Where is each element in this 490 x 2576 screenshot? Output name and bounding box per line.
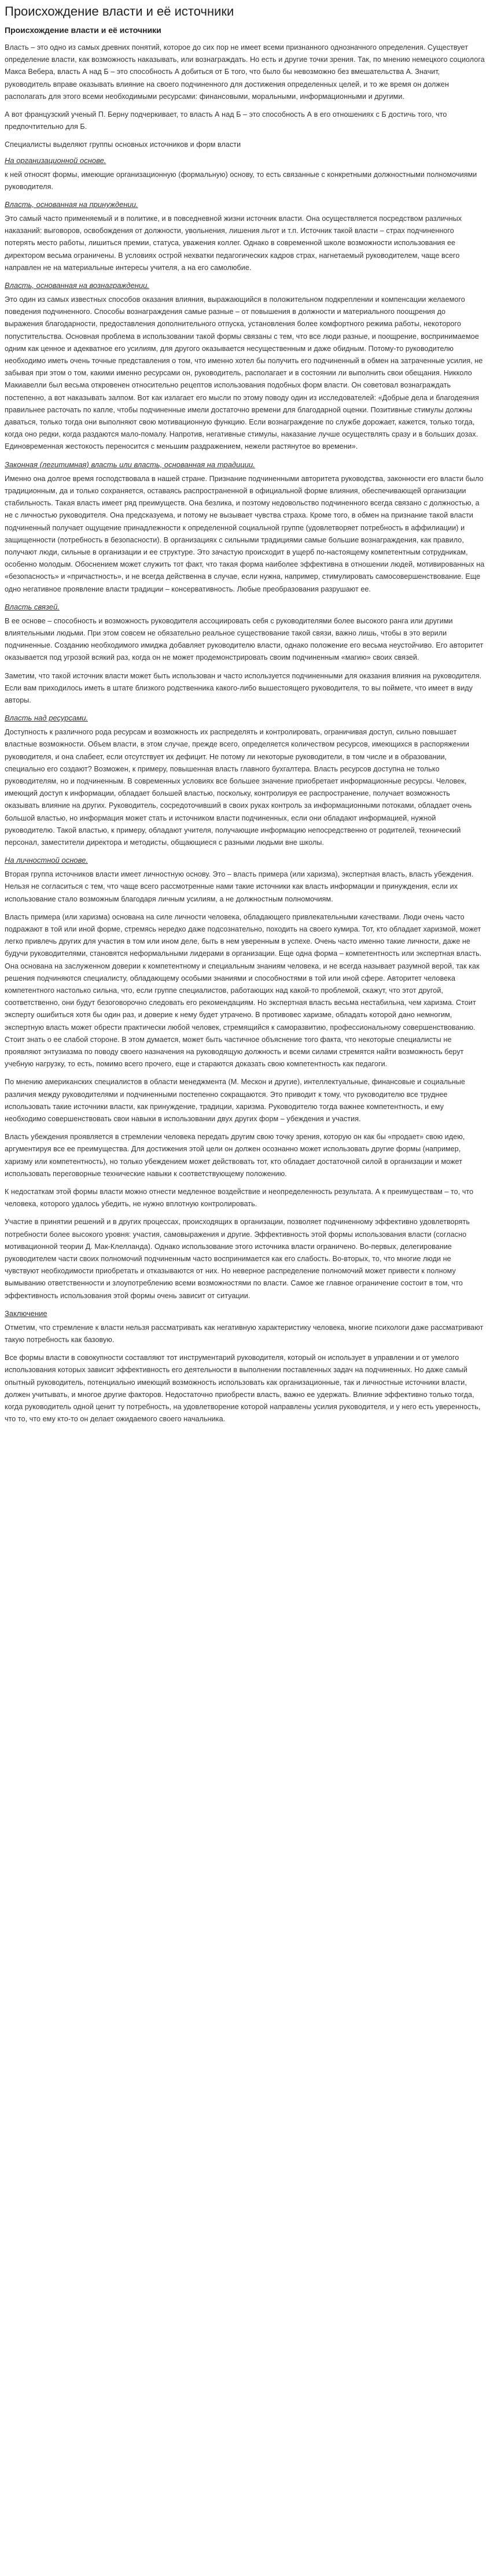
section-paragraph: Доступность к различного рода ресурсам и возможность их распределять и контролировать, ограничивая доступ, сильно повышает властные возможности. Объем власти, в этом случае, прежде всего, определяется количеством ресурсов, имеющихся в распоряжении руководителя, и она слабеет, если отсутствует их дефицит. Не потому ли некоторые руководители, в том числе и в образовании, специально его создают? Возможен, к примеру, повышенная власть главного бухгалтера. Власть ресурсов доступна не только руководителям, но и подчиненным. В современных условиях все большее значение приобретает информационные ресурсы. Человек, имеющий доступ к информации, обладает большей властью, поскольку, контролируя ее распространение, получает возможность оказывать влияние на других. Руководитель, сосредоточивший в своих руках контроль за информационными потоками, обладает очень большой властью, но информация может стать и источником власти подчиненных, если они обладают информацией, нужной руководителю. Такой властью, к примеру, обладают учителя, получающие информацию непосредственно от родителей, технический персонал, заместители директора и методисты, общающиеся с разными людьми вне школы.: [5, 728, 472, 847]
section-heading: Власть, основанная на принуждении.: [5, 200, 138, 209]
section-paragraph: Заметим, что такой источник власти может быть использован и часто используется подчиненными для оказания влияния на руководителя. Если вам приходилось иметь в штате близкого родственника какого-либо вышестоящего руководителя, то вы поймете, что имеет в виду авторы.: [5, 671, 482, 704]
article-section: [5, 459, 485, 596]
section-heading: На организационной основе.: [5, 156, 106, 165]
section-heading: Власть над ресурсами.: [5, 714, 89, 723]
article-section: [5, 712, 485, 849]
section-heading: Власть связей.: [5, 602, 60, 611]
intro-paragraph: Специалисты выделяют группы основных источников и форм власти: [5, 141, 241, 149]
section-heading: Власть, основанная на вознаграждении.: [5, 281, 150, 290]
section-paragraph: Все формы власти в совокупности составляют тот инструментарий руководителя, который он использует в управлении и от умелого использования которых зависит эффективность его деятельности в выполнении поставленных задач на подчиненных. Но даже самый опытный руководитель, потенциально имеющий возможность использовать как организационные, так и личностные источники власти, должен учитывать, и многое другие факторов. Недостаточно приобрести власть, важно ее удержать. Влияние эффективно только тогда, когда руководитель одной ценит ту потребность, на удовлетворение которой направлены усилия руководителя, и у него есть уверенность, что то, что ему кто-то он делает ожидаемого своего начальника.: [5, 1354, 481, 1424]
section-paragraph: Это самый часто применяемый и в политике, и в повседневной жизни источник власти. Она осуществляется посредством различных наказаний: выговоров, освобождения от должности, увольнения, лишения льгот и т.п. Источник такой власти – страх подчиненного потерять место работы, лишиться премии, статуса, уважения коллег. Однако в современной школе возможности использования ее директором весьма ограничены. В условиях острой нехватки педагогических кадров страх, нагнетаемый руководителем, чаще всего направлен не на материальные интересы учителя, а на его самолюбие.: [5, 215, 462, 272]
article-section: [5, 1308, 485, 1426]
article-section: [5, 1186, 485, 1302]
article-section: [5, 855, 485, 1180]
article-subtitle: Происхождение власти и её источники: [5, 25, 161, 35]
section-paragraph: Это один из самых известных способов оказания влияния, выражающийся в положительном подкреплении и компенсации желаемого поведения подчиненного. Способы вознаграждения самые разные – от повышения в должности и материального поощрения до выражения благодарности, предоставления дополнительного отпуска, установления более комфортного режима работы, некоторого попустительства. Основная проблема в использовании такой формы связаны с тем, что все люди разные, и поощрение, воспринимаемое одним как ценное и адекватное его усилиям, для другого оказывается несущественным и даже обидным. Потому-то руководителю необходимо иметь очень точные представления о том, что именно хотел бы получить его подчиненный в обмен на затраченные усилия, не забывая при этом о том, какими именно ресурсами он, руководитель, располагает и в состоянии ли выполнить свои обещания. Никколо Макиавелли был весьма откровенен относительно рецептов использования подобных форм власти. Он советовал вознаграждать постепенно, а вот наказывать залпом. Вот как излагает его мысли по этому поводу один из исследователей: «Добрые дела и благодеяния правильнее расточать по капле, чтобы подчиненные имели достаточно времени для благодарной оценки. Позитивные стимулы должны даваться, только тогда они выполняют свою мотивационную функцию. Если вознаграждение по службе дорожает, кажется, только тогда, когда оно редки, когда раздаются мало-помалу. Напротив, негативные стимулы, наказание лучше осуществлять сразу и в больших дозах. Единовременная жестокость переносится с меньшим раздражением, нежели растянутое во времени».: [5, 295, 483, 451]
section-heading: Законная (легитимная) власть или власть, основанная на традиции.: [5, 460, 255, 469]
section-paragraph: Власть примера (или харизма) основана на силе личности человека, обладающего привлекательными качествами. Люди очень часто подражают в той или иной форме, стремясь нередко даже подсознательно, походить на своего кумира. Тот, кто обладает харизмой, может легко привлечь других для участия в том или ином деле, быть в нем уверенным в успехе. Очень часто именно такие личности, даже не будучи руководителями, становятся неформальными лидерами в организации. Еще одна форма – компетентность или экспертная власть. Она основана на заслуженном доверии к компетентному и специальным знаниям человека, и не всегда называет разумной верой, так как решения подчиняются специалисту, обладающему особыми знаниями и способностями в той или иной сфере. Авторитет человека компетентного настолько сильна, что, если группе специалистов, работающих над какой-то проблемой, скажут, что этот другой, соответственно, они будут безоговорочно следовать его рекомендациям. Но экспертная власть весьма нестабильна, чем харизма. Стоит эксперту ошибиться хотя бы один раз, и доверие к нему будет утрачено. В противовес харизме, обладать которой дано немногим, экспертную власть может обрести практически любой человек, стремящийся к саморазвитию, профессиональному совершенствованию. Стоит знать о ее слабой стороне. В этом думается, может быть частичное объяснение того факта, что некоторые специалисты не проявляют энтузиазма по поводу своего назначения на руководящую должность и всеми силами стремятся найти возможность берут учебную нагрузку, то есть, помимо всего прочего, еще и стараются доказать свою компетентность как педагоги.: [5, 912, 482, 1069]
article-section: [5, 601, 485, 707]
section-paragraph: Вторая группа источников власти имеет личностную основу. Это – власть примера (или харизма), экспертная власть, власть убеждения. Нельзя не согласиться с тем, что чаще всего рассмотренные нами такие источники как власть информации и принуждения, если их использование стало возможным благодаря личным усилиям, а не должностным полномочиям.: [5, 870, 474, 903]
section-paragraph: Власть убеждения проявляется в стремлении человека передать другим свою точку зрения, которую он как бы «продает» свою идею, аргументируя все ее преимущества. Для достижения этой цели он должен осознанно может использовать другие формы (например, харизму или компетентность), но только убеждением может действовать тот, кто обладает достаточной силой в организации и может использовать переговорные технические навыки к соответствующему положению.: [5, 1133, 465, 1178]
section-paragraph: Именно она долгое время господствовала в нашей стране. Признание подчиненными авторитета руководства, законности его власти было традиционным, да и только сохраняется, оставаясь распространенной в официальной форме влияния, обеспечивающей организации стабильность. Такая власть имеет ряд преимуществ. Она безлика, и поэтому недовольство подчиненного всегда связано с должностью, а не с личностью руководителя. Она предсказуема, и потому не вызывает чувства страха. Кроме того, в обмен на признание такой власти подчиненный получает ощущение принадлежности к определенной социальной группе (удовлетворяет потребность в аффилиации) и защищенности (потребность в безопасности). В организациях с сильными традициями самые большие вознаграждения, как правило, получают люди, сильные в организации и ее структуре. Это зачастую происходит в ущерб по-настоящему компетентным сотрудникам, особенно молодым. Обоснением может служить тот факт, что такая форма наиболее эффективна в отношении людей, мотивированных на «безопасность» и «причастность», и не всегда действенна в случае, если нужна, например, стимулировать самосовершенствование. Еще одно негативное проявление власти традиции – консервативность. Любые преобразования разрушают ее.: [5, 474, 485, 593]
article-section: [5, 280, 485, 453]
section-paragraph: К недостаткам этой формы власти можно отнести медленное воздействие и неопределенность результата. А к преимуществам – то, что человека, которого удалось убедить, не нужно вплотную контролировать.: [5, 1188, 474, 1208]
sections-container: [5, 155, 485, 1426]
section-paragraph: Отметим, что стремление к власти нельзя рассматривать как негативную характеристику человека, многие психологи даже рассматривают такую потребность как базовую.: [5, 1323, 484, 1344]
intro-block: [5, 42, 485, 151]
section-heading: Заключение: [5, 1309, 47, 1318]
section-paragraph: Участие в принятии решений и в других процессах, происходящих в организации, позволяет подчиненному эффективно удовлетворять потребности более высокого уровня: участия, самовыражения и другие. Эффективность этой формы использования власти (согласно мотивационной теории Д. Мак-Клелланда). Однако использование этого источника власти ограничено. Во-первых, делегирование руководителем части своих полномочий подчиненным часто воспринимается как его слабость. Во-вторых, то, что многие люди не чувствуют необходимости приобретать и отказываются от них. Но неверное распределение полномочий может привести к полному вымыванию ответственности и злоупотреблению всеми возможностями по власти. Самое же главное ограничение состоит в том, что эффективность использования этой формы очень зависит от ситуации.: [5, 1218, 470, 1300]
page-title: Происхождение власти и её источники: [5, 4, 234, 19]
article-section: [5, 199, 485, 274]
section-heading: На личностной основе.: [5, 856, 88, 865]
section-paragraph: к ней относят формы, имеющие организационную (формальную) основу, то есть связанные с конкретными должностными полномочиями руководителя.: [5, 170, 477, 191]
article-section: [5, 155, 485, 193]
section-paragraph: В ее основе – способность и возможность руководителя ассоциировать себя с руководителями более высокого ранга или другими влиятельными людьми. При этом совсем не обязательно реальное существование такой связи, важно лишь, чтобы в это верили подчиненные. Созданию необходимого имиджа добавляет руководителю власти, однако положение его весьма неустойчиво. Его авторитет оказывается под угрозой всякий раз, когда он не может продемонстрировать своим подчиненным «магию» своих связей.: [5, 616, 484, 662]
intro-paragraph: Власть – это одно из самых древних понятий, которое до сих пор не имеет всеми признанного однозначного определения. Существует определение власти, как возможность наказывать, или вознаграждать. Но есть и другие точки зрения. Так, по мнению немецкого социолога Макса Вебера, власть А над Б – это способность А добиться от Б того, что было бы невозможно без вмешательства А. Значит, руководитель вправе оказывать влияние на своего подчиненного для достижения определенных целей, и то же время он должен располагать для этого всеми необходимыми ресурсами: финансовыми, моральными, информационными и другими.: [5, 43, 485, 101]
section-paragraph: По мнению американских специалистов в области менеджмента (М. Мескон и другие), интеллектуальные, финансовые и социальные различия между руководителями и подчиненными постепенно сокращаются. Это приводит к тому, что руководителю все труднее использовать такие источники власти, как принуждение, традиции, харизма. Руководителю тогда важнее компетентность, и ему необходимо совершенствовать свои навыки в использовании двух других форм – убеждения и участия.: [5, 1078, 466, 1123]
intro-paragraph: А вот французский ученый П. Берну подчеркивает, то власть А над Б – это способность А в его отношениях с Б достичь того, что предпочтительно для Б.: [5, 110, 447, 131]
